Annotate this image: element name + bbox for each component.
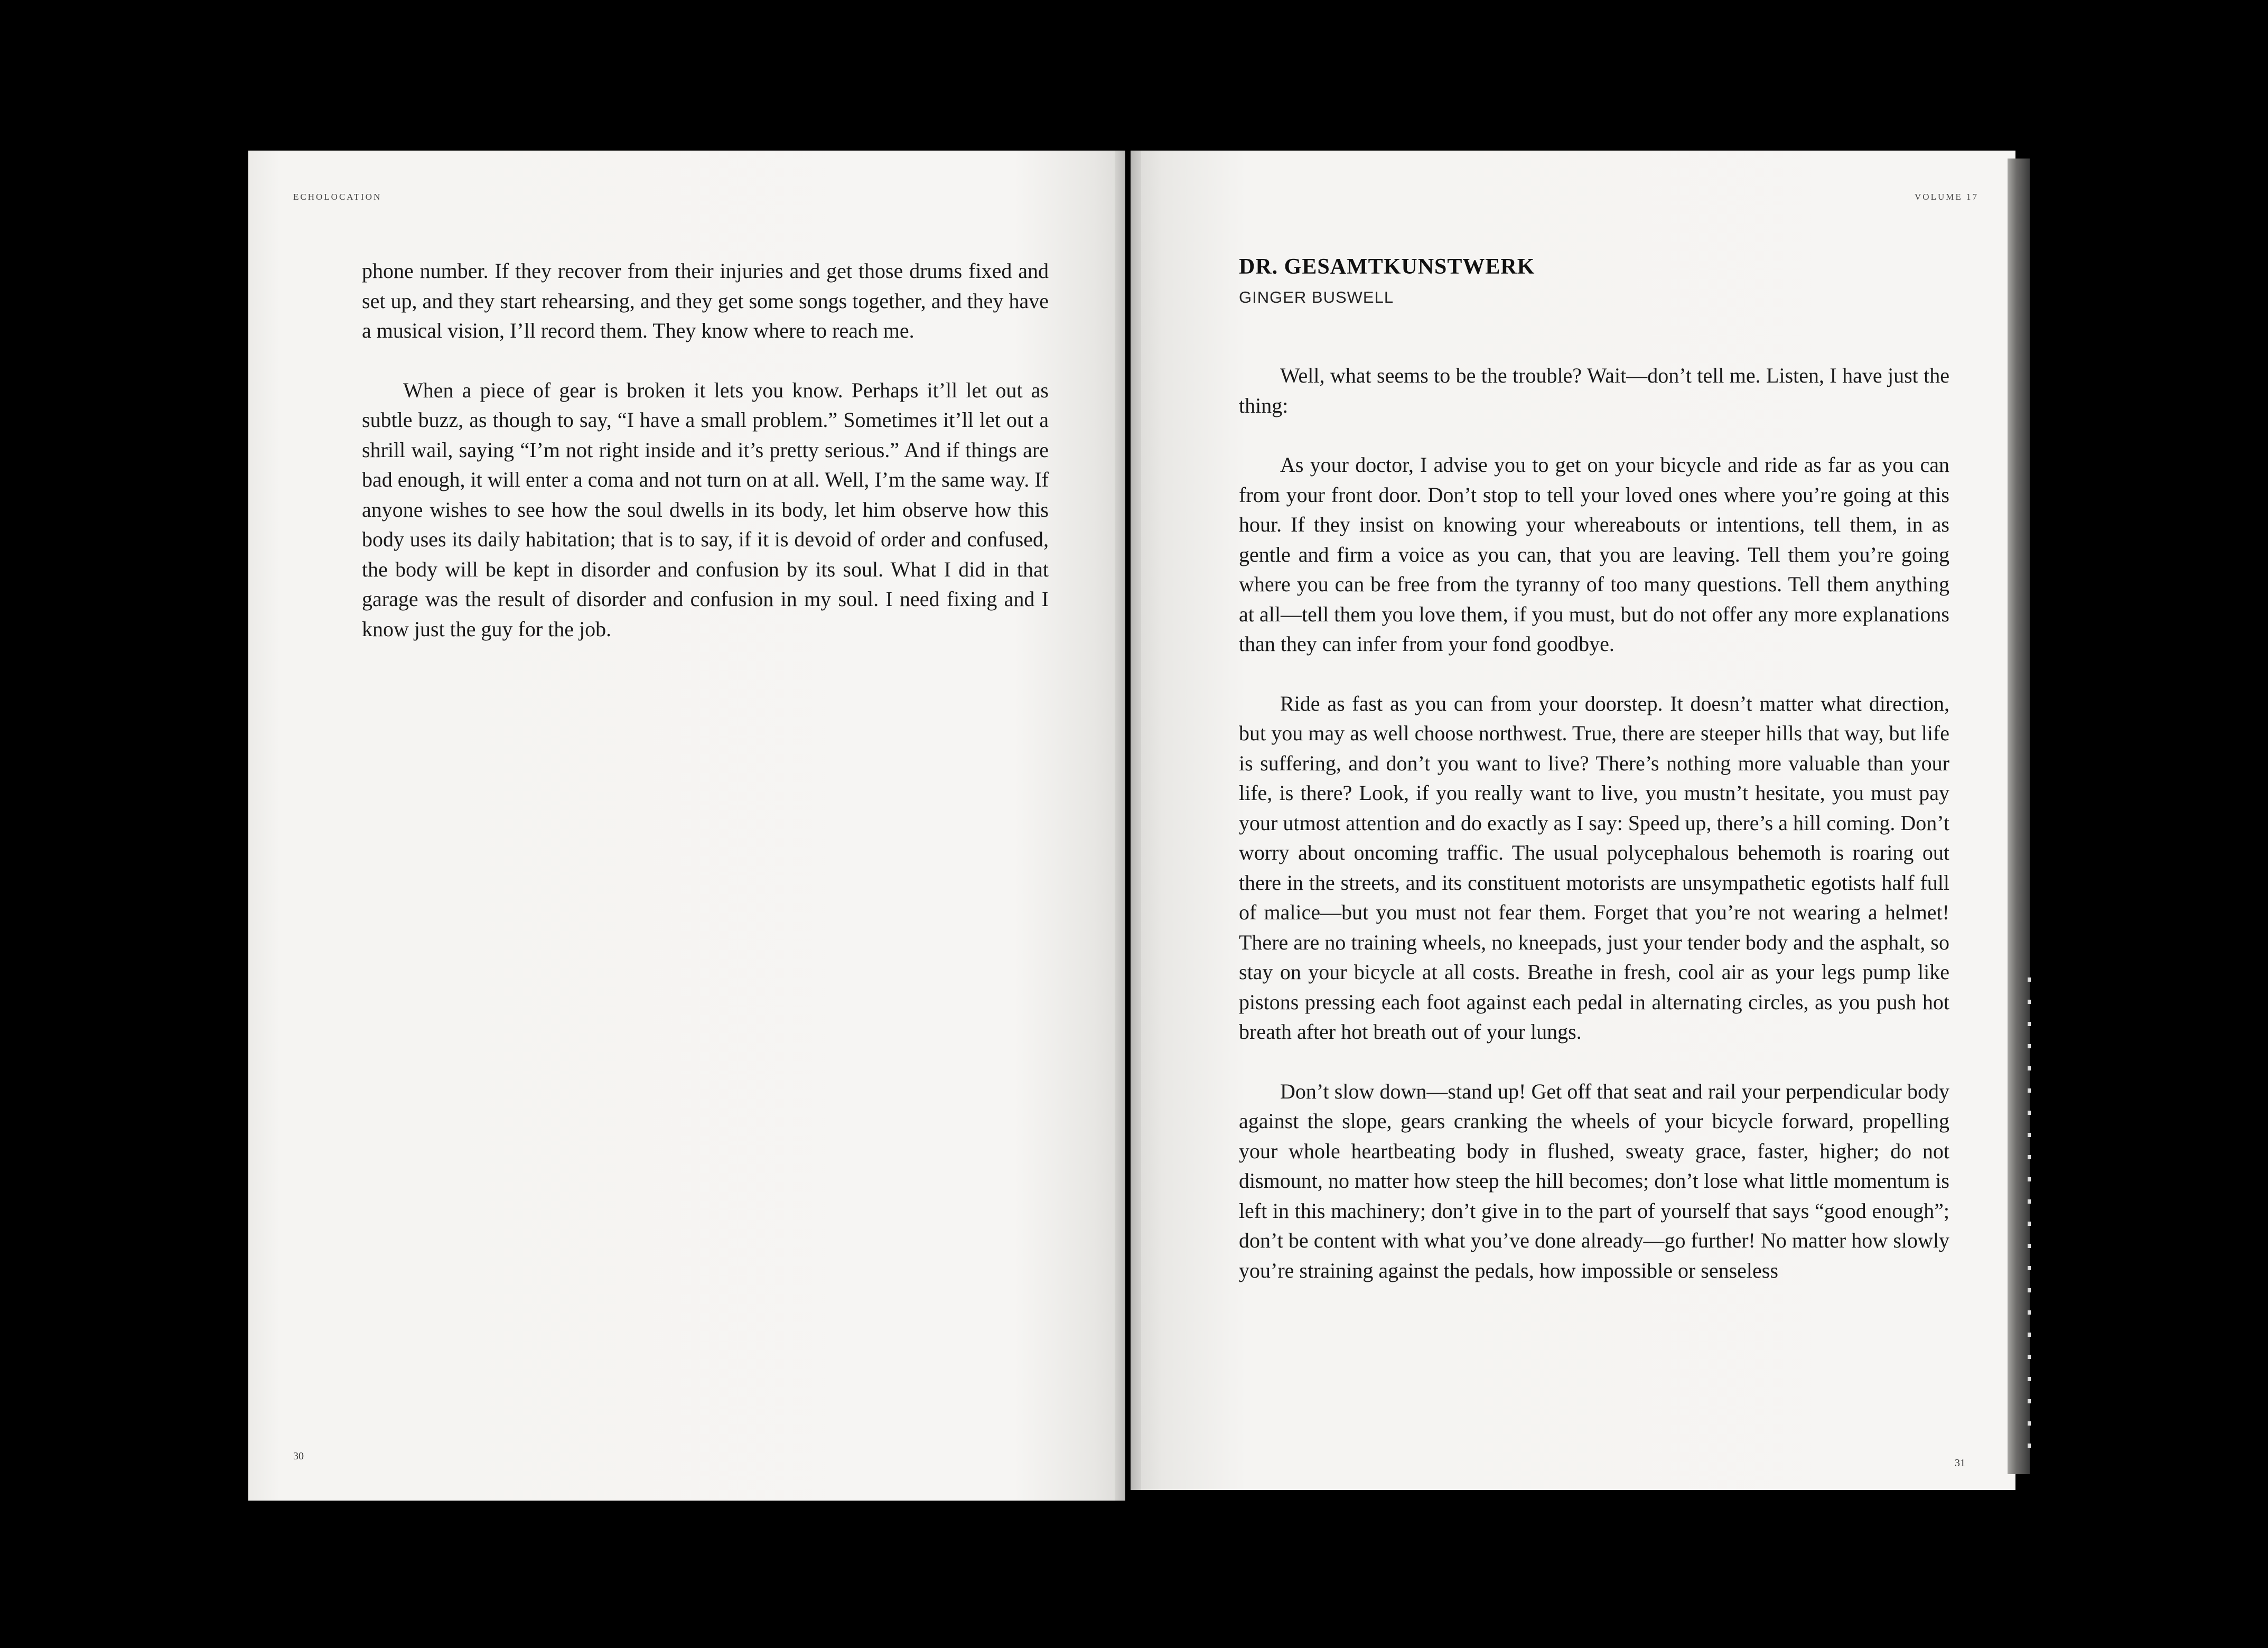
book-gutter — [1115, 151, 1141, 1501]
article-author: GINGER BUSWELL — [1239, 288, 1394, 306]
right-running-head: VOLUME 17 — [1915, 192, 1978, 202]
right-folio: 31 — [1955, 1457, 1965, 1469]
left-running-head: ECHOLOCATION — [293, 192, 382, 202]
right-page — [1131, 151, 2015, 1490]
left-page — [248, 151, 1125, 1501]
page-stack-edge — [2008, 159, 2030, 1474]
right-paragraph-1: Well, what seems to be the trouble? Wait—don’t tell me. Listen, I have just the thing: — [1239, 364, 1949, 417]
article-title: DR. GESAMTKUNSTWERK — [1239, 255, 1535, 279]
left-paragraph-2: When a piece of gear is broken it lets you know. Perhaps it’ll let out as subtle buzz, as though to say, “I have a small problem.” Sometimes it’ll let out a shrill wail, saying “I’m not right inside and it’s pretty serious.” And if things are bad enough, it will enter a coma and not turn on at all. Well, I’m the same way. If anyone wishes to see how the soul dwells in its body, let him observe how this body uses its daily habitation; that is to say, if it is devoid of order and confused, the body will be kept in disorder and confusion by its soul. What I did in that garage was the result of disorder and confusion in my soul. I need fixing and I know just the guy for the job. — [362, 378, 1049, 641]
left-body-text — [362, 256, 1049, 644]
left-folio: 30 — [293, 1450, 304, 1462]
right-paragraph-2: As your doctor, I advise you to get on your bicycle and ride as far as you can from your front door. Don’t stop to tell your loved ones where you’re going at this hour. If they insist on knowing your whereabouts or intentions, tell them, in as gentle and firm a voice as you can, that you are leaving. Tell them you’re going where you can be free from the tyranny of too many questions. Tell them anything at all—tell them you love them, if you must, but do not offer any more explanations than they can infer from your fond goodbye. — [1239, 453, 1949, 656]
right-body-text — [1239, 361, 1949, 1286]
right-paragraph-3: Ride as fast as you can from your doorstep. It doesn’t matter what direction, but you may as well choose northwest. True, there are steeper hills that way, but life is suffering, and don’t you want to live? There’s nothing more valuable than your life, is there? Look, if you really want to live, you mustn’t hesitate, you must pay your utmost attention and do exactly as I say: Speed up, there’s a hill coming. Don’t worry about oncoming traffic. The usual polycephalous behemoth is roaring out there in the streets, and its constituent motorists are unsympathetic egotists half full of malice—but you must not fear them. Forget that you’re not wearing a helmet! There are no training wheels, no kneepads, just your tender body and the asphalt, so stay on your bicycle at all costs. Breathe in fresh, cool air as your legs pump like pistons pressing each foot against each pedal in alternating circles, as you push hot breath after hot breath out of your lungs. — [1239, 691, 1949, 1044]
left-paragraph-1: phone number. If they recover from their injuries and get those drums fixed and set up, and they start rehearsing, and they get some songs together, and they have a musical vision, I’ll record them. They know where to reach me. — [362, 259, 1049, 342]
page-edge-marks — [2028, 977, 2031, 1453]
right-paragraph-4: Don’t slow down—stand up! Get off that seat and rail your perpendicular body against the slope, gears cranking the wheels of your bicycle forward, propelling your whole heartbeating body in flushed, sweaty grace, faster, higher; do not dismount, no matter how steep the hill becomes; don’t lose what little momentum is left in this machinery; don’t give in to the part of yourself that says “good enough”; don’t be content with what you’ve done already—go further! No matter how slowly you’re straining against the pedals, how impossible or senseless — [1239, 1079, 1949, 1282]
